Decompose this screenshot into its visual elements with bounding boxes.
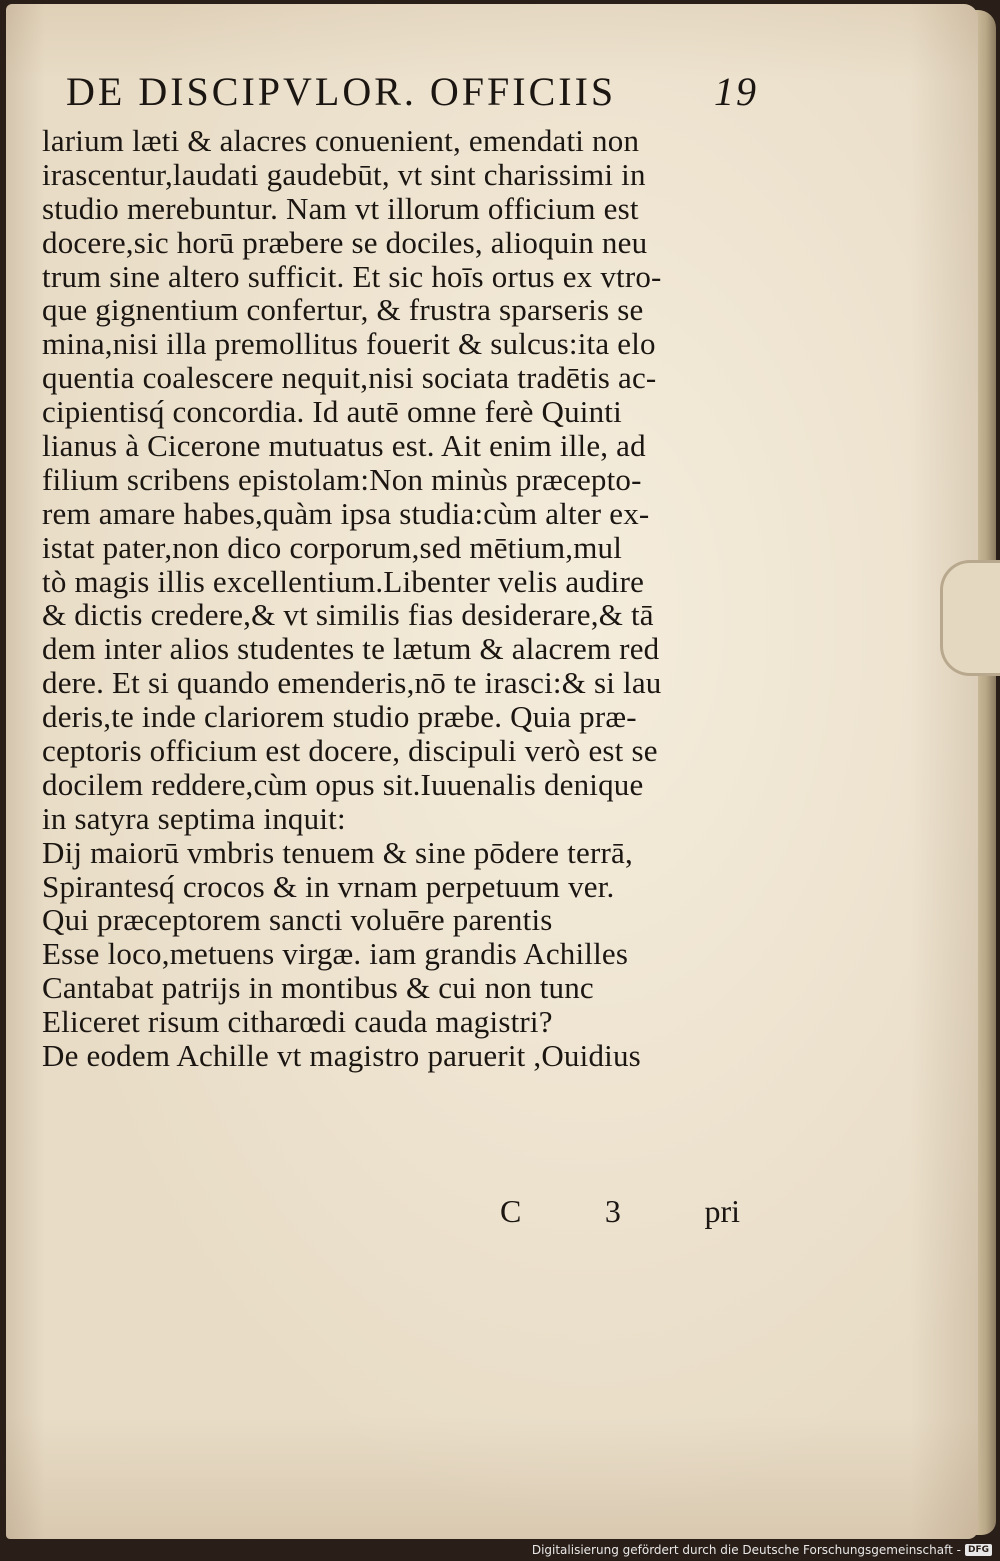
text-line: mina,nisi illa premollitus fouerit & sulcus:ita elo <box>42 326 656 362</box>
book-clasp-tab <box>940 560 1000 676</box>
text-line: que gignentium confertur, & frustra sparseris se <box>42 292 644 328</box>
text-line: De eodem Achille vt magistro paruerit ,Ouidius <box>42 1038 641 1074</box>
text-line: tò magis illis excellentium.Libenter velis audire <box>42 563 645 599</box>
text-line: Esse loco,metuens virgæ. iam grandis Achilles <box>42 936 629 972</box>
catchword: pri <box>704 1193 740 1229</box>
footer-credit <box>532 1543 992 1557</box>
text-line: Dij maiorū vmbris tenuem & sine pōdere terrā, <box>42 834 633 870</box>
running-title: DE DISCIPVLOR. OFFICIIS <box>66 69 617 114</box>
body-text <box>42 124 742 1073</box>
text-line: Cantabat patrijs in montibus & cui non tunc <box>42 970 594 1006</box>
text-line: Qui præceptorem sancti voluēre parentis <box>42 902 553 938</box>
text-line: & dictis credere,& vt similis fias desiderare,& tā <box>42 597 654 633</box>
text-line: dem inter alios studentes te lætum & alacrem red <box>42 631 660 667</box>
text-line: filium scribens epistolam:Non minùs præcepto- <box>42 461 642 497</box>
text-line: studio merebuntur. Nam vt illorum officium est <box>42 190 639 226</box>
text-line: ceptoris officium est docere, discipuli verò est se <box>42 733 658 769</box>
text-line: trum sine altero sufficit. Et sic hoīs ortus ex vtro- <box>42 258 662 294</box>
footer-credit-text: Digitalisierung gefördert durch die Deutsche Forschungsgemeinschaft - <box>531 1543 961 1557</box>
dfg-logo: DFG <box>965 1544 992 1556</box>
signature-mark: C <box>500 1193 522 1229</box>
text-line: Eliceret risum citharœdi cauda magistri? <box>42 1004 553 1040</box>
text-line: docere,sic horū præbere se dociles, alioquin neu <box>42 224 648 260</box>
text-block <box>42 62 758 1074</box>
text-line: istat pater,non dico corporum,sed mētium,mul <box>42 529 623 565</box>
text-line: Spirantesq́ crocos & in vrnam perpetuum ver. <box>42 868 615 904</box>
text-line: irascentur,laudati gaudebūt, vt sint charissimi in <box>42 156 646 192</box>
page-number: 19 <box>714 69 758 114</box>
signature-number: 3 <box>604 1193 621 1229</box>
text-line: dere. Et si quando emenderis,nō te irasci:& si lau <box>42 665 662 701</box>
text-line: cipientisq́ concordia. Id autē omne ferè Quinti <box>42 394 622 430</box>
text-line: quentia coalescere nequit,nisi sociata tradētis ac- <box>42 360 657 396</box>
text-line: in satyra septima inquit: <box>42 800 346 836</box>
running-head <box>66 62 758 122</box>
signature-line <box>500 1193 740 1230</box>
text-line: deris,te inde clariorem studio præbe. Quia præ- <box>42 699 637 735</box>
text-line: docilem reddere,cùm opus sit.Iuuenalis denique <box>42 766 644 802</box>
text-line: rem amare habes,quàm ipsa studia:cùm alter ex- <box>42 495 650 531</box>
text-line: lianus à Cicerone mutuatus est. Ait enim ille, ad <box>42 428 646 464</box>
text-line: larium læti & alacres conuenient, emendati non <box>42 123 640 158</box>
